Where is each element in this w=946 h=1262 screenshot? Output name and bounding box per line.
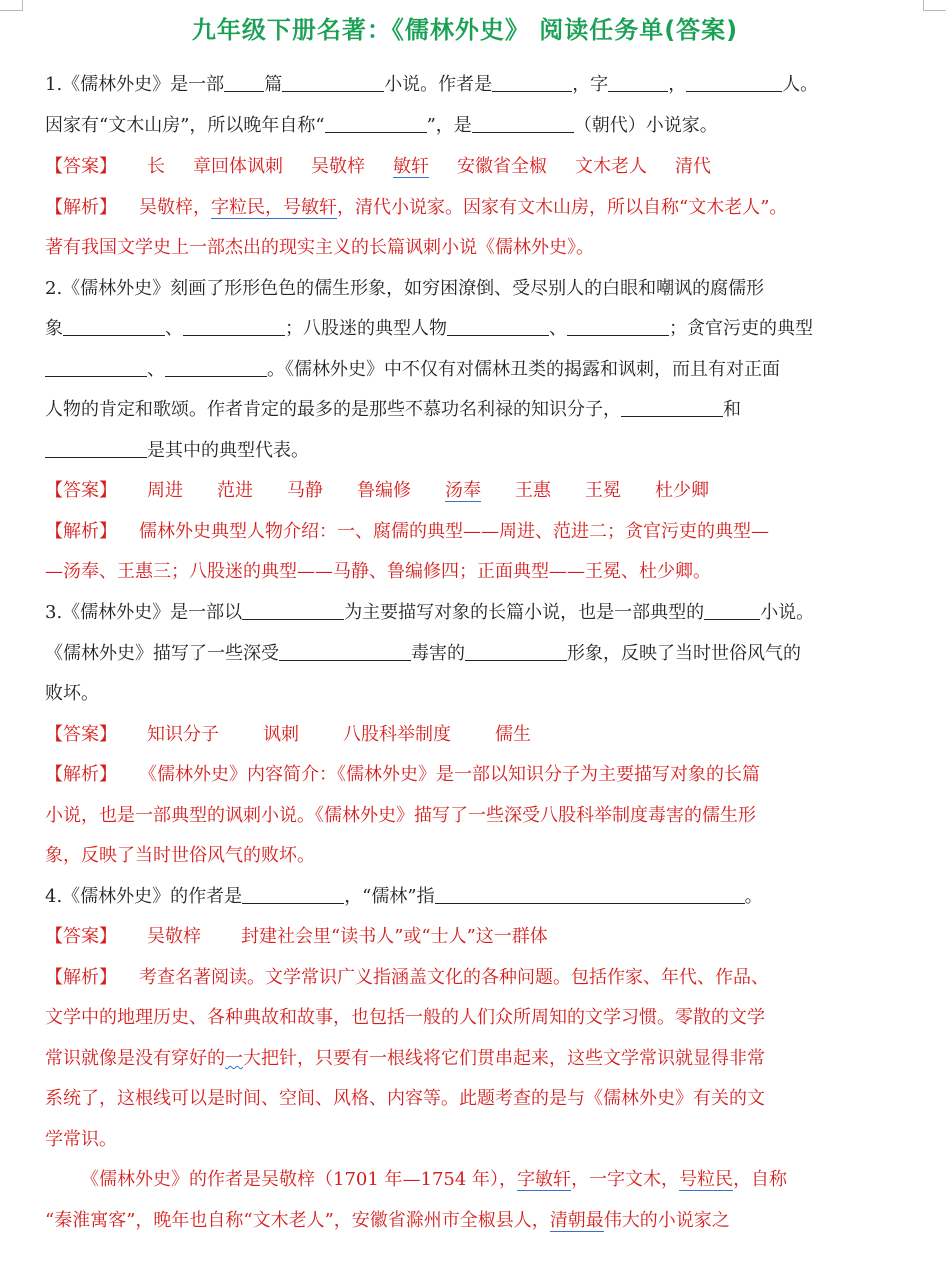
analysis-text: 儒林外史典型人物介绍：一、腐儒的典型——周进、范进二；贪官污吏的典型— <box>139 521 769 542</box>
analysis-text: ，一字文木， <box>571 1169 680 1190</box>
answer-item: 鲁编修 <box>357 480 411 501</box>
q4-analysis-4: 系统了，这根线可以是时间、空间、风格、内容等。此题考查的是与《儒林外史》有关的文 <box>45 1088 765 1109</box>
q2-blank-7 <box>621 398 723 417</box>
q1-text: ，字 <box>572 74 609 95</box>
answer-item: 清代 <box>675 156 711 177</box>
q1-line-2 <box>45 112 718 140</box>
q2-text: ；贪官污吏的典型 <box>669 318 813 339</box>
answer-item: 吴敬梓 <box>147 926 201 947</box>
q2-blank-3 <box>447 317 549 336</box>
q2-line-5 <box>45 437 309 465</box>
q4-text: 。 <box>744 886 763 907</box>
q3-line-3: 败坏。 <box>45 683 99 704</box>
q1-blank-7 <box>472 114 574 133</box>
answer-item: 儒生 <box>495 724 531 745</box>
q3-answer <box>45 721 531 749</box>
analysis-text: 号粒民 <box>679 1169 734 1190</box>
answer-item: 马静 <box>287 480 323 501</box>
analysis-label: 【解析】 <box>45 197 117 218</box>
q2-line-3 <box>45 356 780 384</box>
analysis-text: ，自称 <box>733 1169 788 1190</box>
q2-text: 人物的肯定和歌颂。作者肯定的最多的是那些不慕功名利禄的知识分子， <box>45 399 621 420</box>
q2-text: 是其中的典型代表。 <box>147 440 309 461</box>
answer-item: 敏轩 <box>393 156 429 177</box>
answer-item: 安徽省全椒 <box>457 156 547 177</box>
q1-text: ”，是 <box>426 115 472 136</box>
q1-blank-2 <box>282 73 384 92</box>
q4-analysis-2: 文学中的地理历史、各种典故和故事，也包括一般的人们众所周知的文学习惯。零散的文学 <box>45 1007 765 1028</box>
q4-analysis-3 <box>45 1045 765 1073</box>
crop-mark-right <box>923 0 946 11</box>
q1-line-1 <box>45 71 818 99</box>
q4-text: ，“儒林”指 <box>344 886 435 907</box>
q2-text: 。《儒林外史》中不仅有对儒林丑类的揭露和讽刺，而且有对正面 <box>267 359 780 380</box>
q4-blank-1 <box>242 885 344 904</box>
q3-line-2 <box>45 640 801 668</box>
answer-item: 周进 <box>147 480 183 501</box>
analysis-label: 【解析】 <box>45 764 117 785</box>
answer-item: 长 <box>147 156 165 177</box>
q2-blank-2 <box>183 317 285 336</box>
analysis-text: ，清代小说家。因家有文木山房，所以自称“文木老人”。 <box>337 197 788 218</box>
analysis-text: 字敏轩 <box>517 1169 572 1190</box>
q3-blank-4 <box>465 642 567 661</box>
answer-item: 文木老人 <box>575 156 647 177</box>
q2-text: 、 <box>549 318 567 339</box>
q2-line-2 <box>45 315 813 343</box>
q4-analysis-6 <box>81 1166 787 1194</box>
analysis-text: 吴敬梓， <box>139 197 211 218</box>
q1-text: 小说。作者是 <box>384 74 493 95</box>
analysis-text: “秦淮寓客”，晚年也自称“文木老人”，安徽省滁州市全椒县人， <box>45 1210 550 1231</box>
page-title: 九年级下册名著：《儒林外史》 阅读任务单(答案) <box>191 16 739 44</box>
answer-label: 【答案】 <box>45 156 117 177</box>
analysis-text: 《儒林外史》内容简介：《儒林外史》是一部以知识分子为主要描写对象的长篇 <box>139 764 760 785</box>
crop-mark-left <box>0 0 23 11</box>
analysis-label: 【解析】 <box>45 967 117 988</box>
analysis-text: 伟大的小说家之 <box>603 1210 730 1231</box>
q2-line-4 <box>45 396 741 424</box>
q2-answer <box>45 477 709 505</box>
q2-blank-4 <box>567 317 669 336</box>
answer-item: 杜少卿 <box>655 480 709 501</box>
answer-item: 知识分子 <box>147 724 219 745</box>
q1-text: 因家有“文木山房”，所以晚年自称“ <box>45 115 325 136</box>
q3-analysis-3: 象，反映了当时世俗风气的败坏。 <box>45 845 315 866</box>
q1-blank-6 <box>325 114 427 133</box>
answer-label: 【答案】 <box>45 724 117 745</box>
q4-analysis-1 <box>45 964 769 992</box>
q2-text: 象 <box>45 318 63 339</box>
q4-analysis-5: 学常识。 <box>45 1129 117 1150</box>
q2-blank-8 <box>45 439 147 458</box>
q2-text: 、 <box>147 359 165 380</box>
analysis-text: 常识就像是没有穿好的 <box>45 1048 225 1069</box>
q4-analysis-7 <box>45 1207 730 1235</box>
answer-item: 范进 <box>217 480 253 501</box>
q3-text: 毒害的 <box>411 643 465 664</box>
answer-item: 王惠 <box>515 480 551 501</box>
analysis-text: 清朝最 <box>549 1210 604 1231</box>
q2-analysis-1 <box>45 518 769 546</box>
q2-blank-6 <box>165 358 267 377</box>
q1-blank-5 <box>686 73 782 92</box>
q1-text: （朝代）小说家。 <box>573 115 718 136</box>
q2-text: ；八股迷的典型人物 <box>285 318 447 339</box>
q4-line-1 <box>45 883 763 911</box>
answer-item: 八股科举制度 <box>343 724 451 745</box>
answer-item: 讽刺 <box>263 724 299 745</box>
answer-item: 王冕 <box>585 480 621 501</box>
q3-analysis-2: 小说，也是一部典型的讽刺小说。《儒林外史》描写了一些深受八股科举制度毒害的儒生形 <box>45 805 756 826</box>
q2-text: 、 <box>165 318 183 339</box>
answer-label: 【答案】 <box>45 480 117 501</box>
answer-item: 汤奉 <box>445 480 481 501</box>
q2-blank-1 <box>63 317 165 336</box>
q1-answer <box>45 153 711 181</box>
answer-label: 【答案】 <box>45 926 117 947</box>
q2-blank-5 <box>45 358 147 377</box>
q4-answer <box>45 923 548 951</box>
q1-text: 篇 <box>264 74 283 95</box>
q4-text: 4.《儒林外史》的作者是 <box>45 886 243 907</box>
q1-analysis-2: 著有我国文学史上一部杰出的现实主义的长篇讽刺小说《儒林外史》。 <box>45 237 594 258</box>
q3-blank-3 <box>279 642 411 661</box>
q3-text: 3.《儒林外史》是一部以 <box>45 602 243 623</box>
q3-text: 形象，反映了当时世俗风气的 <box>567 643 801 664</box>
q1-text: 人。 <box>782 74 819 95</box>
q2-analysis-2: —汤奉、王惠三；八股迷的典型——马静、鲁编修四；正面典型——王冕、杜少卿。 <box>45 561 711 582</box>
answer-item: 章回体讽刺 <box>193 156 283 177</box>
q3-blank-2 <box>704 601 760 620</box>
analysis-text: 字粒民，号敏轩 <box>211 197 337 218</box>
q1-blank-4 <box>608 73 668 92</box>
q3-text: 小说。 <box>760 602 815 623</box>
q4-blank-2 <box>435 885 745 904</box>
analysis-text: 大把针，只要有一根线将它们贯串起来，这些文学常识就显得非常 <box>243 1048 765 1069</box>
q3-blank-1 <box>242 601 344 620</box>
answer-item: 封建社会里“读书人”或“士人”这一群体 <box>241 926 548 947</box>
analysis-text: 一 <box>225 1048 243 1069</box>
q2-line-1: 2.《儒林外史》刻画了形形色色的儒生形象，如穷困潦倒、受尽别人的白眼和嘲讽的腐儒形 <box>45 278 765 299</box>
q1-blank-3 <box>492 73 572 92</box>
answer-item: 吴敬梓 <box>311 156 365 177</box>
analysis-text: 考查名著阅读。文学常识广义指涵盖文化的各种问题。包括作家、年代、作品、 <box>139 967 769 988</box>
q3-analysis-1 <box>45 761 760 789</box>
q1-text: 1.《儒林外史》是一部 <box>45 74 225 95</box>
q3-text: 《儒林外史》描写了一些深受 <box>45 643 279 664</box>
q2-text: 和 <box>723 399 741 420</box>
analysis-label: 【解析】 <box>45 521 117 542</box>
q1-analysis-1 <box>45 194 787 222</box>
q3-line-1 <box>45 599 814 627</box>
q3-text: 为主要描写对象的长篇小说，也是一部典型的 <box>344 602 705 623</box>
q1-blank-1 <box>224 73 264 92</box>
q1-text: ， <box>668 74 687 95</box>
analysis-text: 《儒林外史》的作者是吴敬梓（1701 年—1754 年）， <box>81 1169 518 1190</box>
